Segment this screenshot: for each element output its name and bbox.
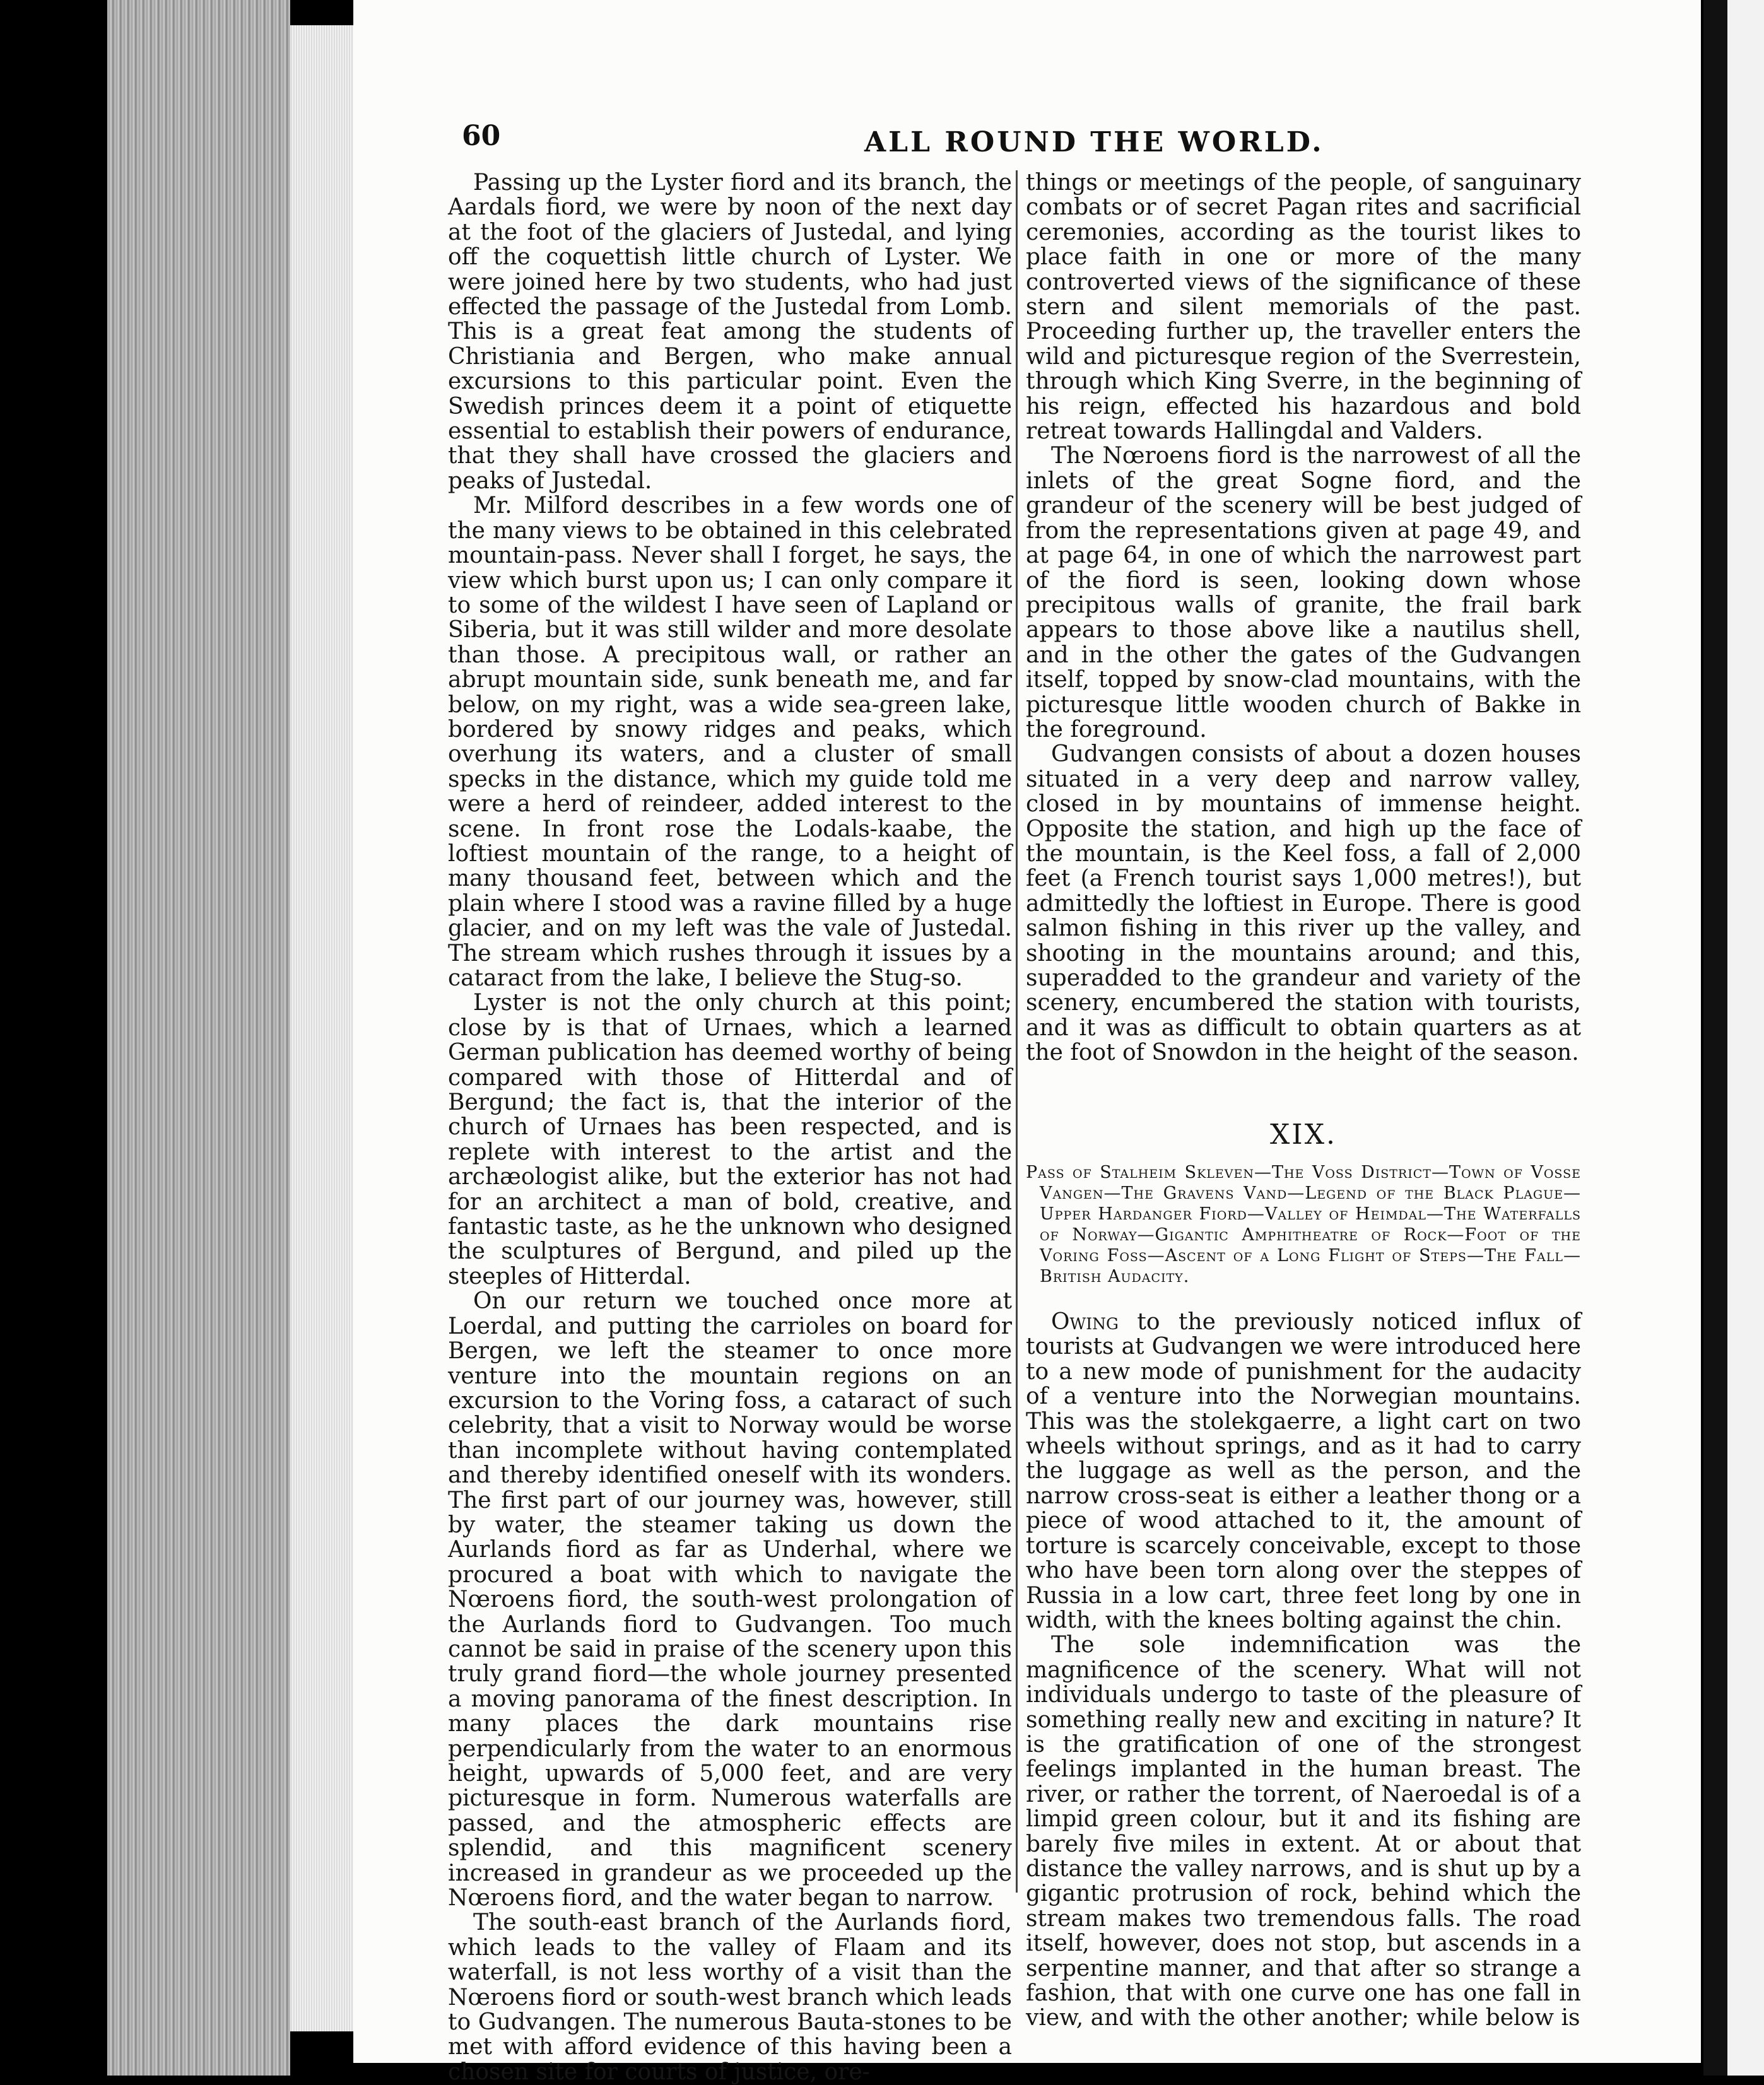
paragraph: The south-east branch of the Aurlands fiord, which leads to the valley of Flaam and its waterfall, is not less worthy of a visit than the Nœroens fiord or south-west branch which leads to Gudvangen. The numerous Bauta-stones to be met with afford evidence of this having been a chosen site for courts of justice, ore-	[448, 1910, 1012, 2085]
running-title: ALL ROUND THE WORLD.	[864, 126, 1324, 158]
facing-page-edge	[1727, 0, 1764, 2076]
paragraph: Lyster is not the only church at this point; close by is that of Urnaes, which a learned German publication has deemed worthy of being compared with those of Hitterdal and of Bergund; the fact is, that the interior of the church of Urnaes has been respected, and is replete with interest to the artist and the archæologist alike, but the exterior has not had for an architect a man of bold, creative, and fantastic taste, as he the unknown who designed the sculptures of Bergund, and piled up the steeples of Hitterdal.	[448, 990, 1012, 1289]
book-page-edges-inner	[290, 25, 356, 2031]
paragraph: Passing up the Lyster fiord and its branch, the Aardals fiord, we were by noon of the next day at the foot of the glaciers of Justedal, and lying off the coquettish little church of Lyster. We were joined here by two students, who had just effected the passage of the Justedal from Lomb. This is a great feat among the students of Christiania and Bergen, who make annual excursions to this particular point. Even the Swedish princes deem it a point of etiquette essential to establish their powers of endurance, that they shall have crossed the glaciers and peaks of Justedal.	[448, 170, 1012, 494]
page-number: 60	[462, 120, 501, 152]
paragraph: Mr. Milford describes in a few words one of the many views to be obtained in this celebrated mountain-pass. Never shall I forget, he says, the view which burst upon us; I can only compare it to some of the wildest I have seen of Lapland or Siberia, but it was still wilder and more desolate than those. A precipitous wall, or rather an abrupt mountain side, sunk beneath me, and far below, on my right, was a wide sea-green lake, bordered by snowy ridges and peaks, which overhung its waters, and a cluster of small specks in the distance, which my guide told me were a herd of reindeer, added interest to the scene. In front rose the Lodals-kaabe, the loftiest mountain of the range, to a height of many thousand feet, between which and the plain where I stood was a ravine filled by a huge glacier, and on my left was the vale of Justedal. The stream which rushes through it issues by a cataract from the lake, I believe the Stug-so.	[448, 493, 1012, 991]
column-rule	[1016, 170, 1018, 1893]
opening-word: Owing	[1051, 1309, 1119, 1336]
right-text-column	[1026, 170, 1581, 2031]
paragraph: Gudvangen consists of about a dozen houses situated in a very deep and narrow valley, closed in by mountains of immense height. Opposite the station, and high up the face of the mountain, is the Keel foss, a fall of 2,000 feet (a French tourist says 1,000 metres!), but admittedly the loftiest in Europe. There is good salmon fishing in this river up the valley, and shooting in the mountains around; and this, superadded to the grandeur and variety of the scenery, encumbered the station with tourists, and it was as difficult to obtain quarters as at the foot of Snowdon in the height of the season.	[1026, 741, 1581, 1066]
paragraph: On our return we touched once more at Loerdal, and putting the carrioles on board for Bergen, we left the steamer to once more venture into the mountain regions on an excursion to the Voring foss, a cataract of such celebrity, that a visit to Norway would be worse than incomplete without having contemplated and thereby identified oneself with its wonders. The first part of our journey was, however, still by water, the steamer taking us down the Aurlands fiord as far as Underhal, where we procured a boat with which to navigate the Nœroens fiord, the south-west prolongation of the Aurlands fiord to Gudvangen. Too much cannot be said in praise of the scenery upon this truly grand fiord—the whole journey presented a moving panorama of the finest description. In many places the dark mountains rise perpendicularly from the water to an enormous height, upwards of 5,000 feet, and are very picturesque in form. Numerous waterfalls are passed, and the atmospheric effects are splendid, and this magnificent scenery increased in grandeur as we proceeded up the Nœroens fiord, and the water began to narrow.	[448, 1288, 1012, 1912]
paragraph	[1026, 1310, 1581, 1633]
left-text-column	[448, 170, 1012, 2084]
paragraph: The sole indemnification was the magnificence of the scenery. What will not individuals undergo to taste of the pleasure of something really new and exciting in nature? It is the gratification of one of the strongest feelings implanted in the human breast. The river, or rather the torrent, of Naeroedal is of a limpid green colour, but it and its fishing are barely five miles in extent. At or about that distance the valley narrows, and is shut up by a gigantic protrusion of rock, behind which the stream makes two tremendous falls. The road itself, however, does not stop, but ascends in a serpentine manner, and that after so strange a fashion, that with one curve one has one fall in view, and with the other another; while below is	[1026, 1632, 1581, 2031]
paragraph-text: to the previously noticed influx of tourists at Gudvangen we were introduced here to a new mode of punishment for the audacity of a venture into the Norwegian mountains. This was the stolekgaerre, a light cart on two wheels without springs, and as it had to carry the luggage as well as the person, and the narrow cross-seat is either a leather thong or a piece of wood attached to it, the amount of torture is scarcely conceivable, except to those who have been torn along over the steppes of Russia in a low cart, three feet long by one in width, with the knees bolting against the chin.	[1026, 1309, 1581, 1633]
paragraph: The Nœroens fiord is the narrowest of all the inlets of the great Sogne fiord, and the grandeur of the scenery will be best judged of from the representations given at page 49, and at page 64, in one of which the narrowest part of the fiord is seen, looking down whose precipitous walls of granite, the frail bark appears to those above like a nautilus shell, and in the other the gates of the Gudvangen itself, topped by snow-clad mountains, with the picturesque little wooden church of Bakke in the foreground.	[1026, 443, 1581, 743]
chapter-numeral: XIX.	[1269, 1118, 1337, 1151]
chapter-synopsis: Pass of Stalheim Skleven—The Voss District—Town of Vosse Vangen—The Gravens Vand—Legend of the Black Plague—Upper Hardanger Fiord—Valley of Heimdal—The Waterfalls of Norway—Gigantic Amphitheatre of Rock—Foot of the Voring Foss—Ascent of a Long Flight of Steps—The Fall—British Audacity.	[1026, 1163, 1581, 1287]
paragraph-continued: things or meetings of the people, of sanguinary combats or of secret Pagan rites and sacrificial ceremonies, according as the tourist likes to place faith in one or more of the many controverted views of the significance of these stern and silent memorials of the past. Proceeding further up, the traveller enters the wild and picturesque region of the Sverrestein, through which King Sverre, in the beginning of his reign, effected his hazardous and bold retreat towards Hallingdal and Valders.	[1026, 170, 1581, 445]
book-page-edges	[107, 0, 290, 2076]
